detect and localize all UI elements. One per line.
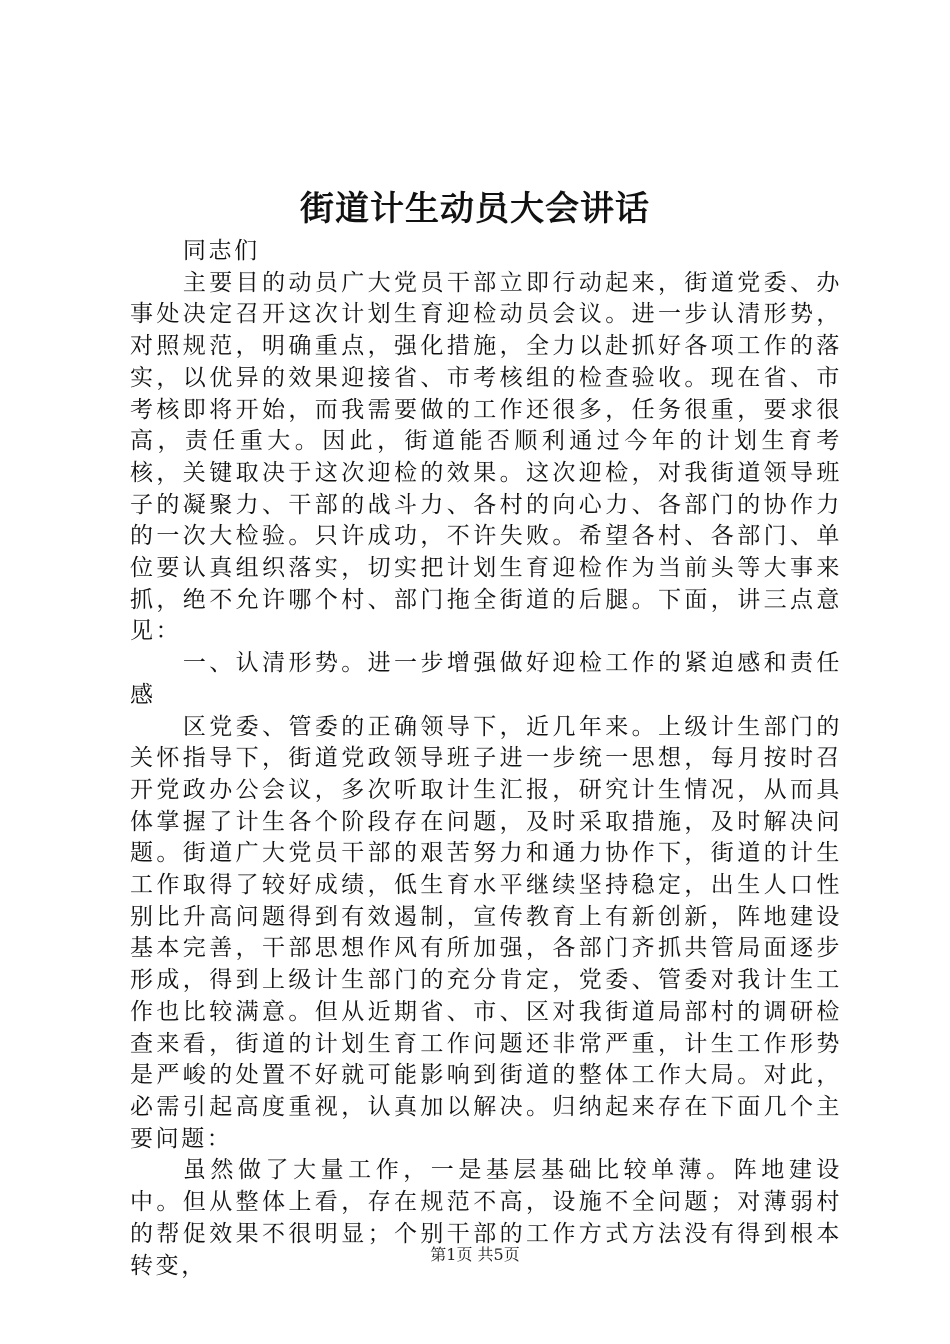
paragraph-problem-1: 虽然做了大量工作，一是基层基础比较单薄。阵地建设中。但从整体上看，存在规范不高，设施不全问题；对薄弱村的帮促效果不很明显；个别干部的工作方式方法没有得到根本转变， bbox=[130, 1157, 842, 1279]
page-number-footer: 第1页 共5页 bbox=[430, 1245, 520, 1264]
paragraph-salutation: 同志们 bbox=[182, 238, 260, 264]
paragraph-situation: 区党委、管委的正确领导下，近几年来。上级计生部门的关怀指导下，街道党政领导班子进一步统一思想，每月按时召开党政办公会议，多次听取计生汇报，研究计生情况，从而具体掌握了计生各个阶段存在问题，及时采取措施，及时解决问题。街道广大党员干部的艰苦努力和通力协作下，街道的计生工作取得了较好成绩，低生育水平继续坚持稳定，出生人口性别比升高问题得到有效遏制，宣传教育上有新创新，阵地建设基本完善，干部思想作风有所加强，各部门齐抓共管局面逐步形成，得到上级计生部门的充分肯定，党委、管委对我计生工作也比较满意。但从近期省、市、区对我街道局部村的调研检查来看，街道的计划生育工作问题还非常严重，计生工作形势是严峻的处置不好就可能影响到街道的整体工作大局。对此，必需引起高度重视，认真加以解决。归纳起来存在下面几个主要问题： bbox=[130, 713, 842, 1152]
section-heading-1: 一、认清形势。进一步增强做好迎检工作的紧迫感和责任感 bbox=[130, 650, 842, 708]
paragraph-intro: 主要目的动员广大党员干部立即行动起来，街道党委、办事处决定召开这次计划生育迎检动员会议。进一步认清形势，对照规范，明确重点，强化措施，全力以赴抓好各项工作的落实，以优异的效果迎接省、市考核组的检查验收。现在省、市考核即将开始，而我需要做的工作还很多，任务很重，要求很高，责任重大。因此，街道能否顺利通过今年的计划生育考核，关键取决于这次迎检的效果。这次迎检，对我街道领导班子的凝聚力、干部的战斗力、各村的向心力、各部门的协作力的一次大检验。只许成功，不许失败。希望各村、各部门、单位要认真组织落实，切实把计划生育迎检作为当前头等大事来抓，绝不允许哪个村、部门拖全街道的后腿。下面，讲三点意见： bbox=[130, 269, 842, 645]
document-title: 街道计生动员大会讲话 bbox=[300, 189, 650, 229]
document-body bbox=[130, 236, 842, 1282]
